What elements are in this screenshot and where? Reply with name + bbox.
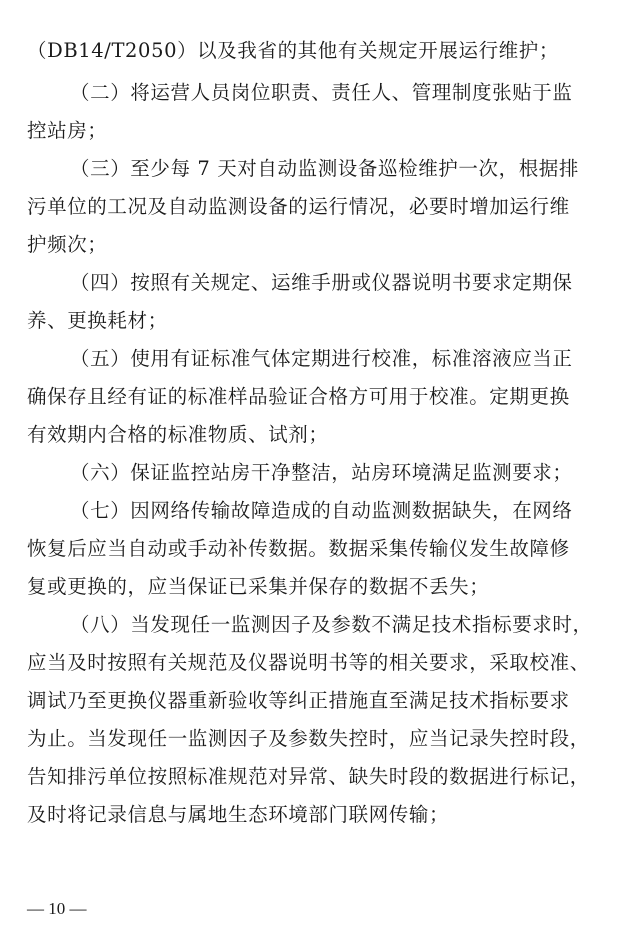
text-line: 调试乃至更换仪器重新验收等纠正措施直至满足技术指标要求 [27,689,570,712]
text-line: （七）因网络传输故障造成的自动监测数据缺失，在网络 [70,499,573,522]
text-line: 有效期内合格的标准物质、试剂； [27,423,329,446]
text-line: （二）将运营人员岗位职责、责任人、管理制度张贴于监 [70,81,573,104]
page-number: — 10 — [27,899,87,918]
text-line: （五）使用有证标准气体定期进行校准，标准溶液应当正 [70,347,573,370]
text-line: 告知排污单位按照标准规范对异常、缺失时段的数据进行标记， [27,765,590,788]
text-line: （六）保证监控站房干净整洁，站房环境满足监测要求； [70,461,573,484]
text-line: 控站房； [27,119,108,142]
text-line: 恢复后应当自动或手动补传数据。数据采集传输仪发生故障修 [27,537,570,560]
text-line: （八）当发现任一监测因子及参数不满足技术指标要求时， [70,613,593,636]
text-line: 复或更换的，应当保证已采集并保存的数据不丢失； [27,575,490,598]
text-line: （DB14/T2050）以及我省的其他有关规定开展运行维护； [27,39,559,62]
text-line: 养、更换耗材； [27,309,168,332]
text-line: 污单位的工况及自动监测设备的运行情况，必要时增加运行维 [27,195,570,218]
text-line: （四）按照有关规定、运维手册或仪器说明书要求定期保 [70,271,573,294]
text-line: 为止。当发现任一监测因子及参数失控时，应当记录失控时段， [27,727,590,750]
text-line: 护频次； [27,233,108,256]
text-line: 确保存且经有证的标准样品验证合格方可用于校准。定期更换 [27,385,570,408]
text-line: 及时将记录信息与属地生态环境部门联网传输； [27,803,450,826]
text-line: （三）至少每 7 天对自动监测设备巡检维护一次，根据排 [70,157,580,180]
text-line: 应当及时按照有关规范及仪器说明书等的相关要求，采取校准、 [27,651,590,674]
